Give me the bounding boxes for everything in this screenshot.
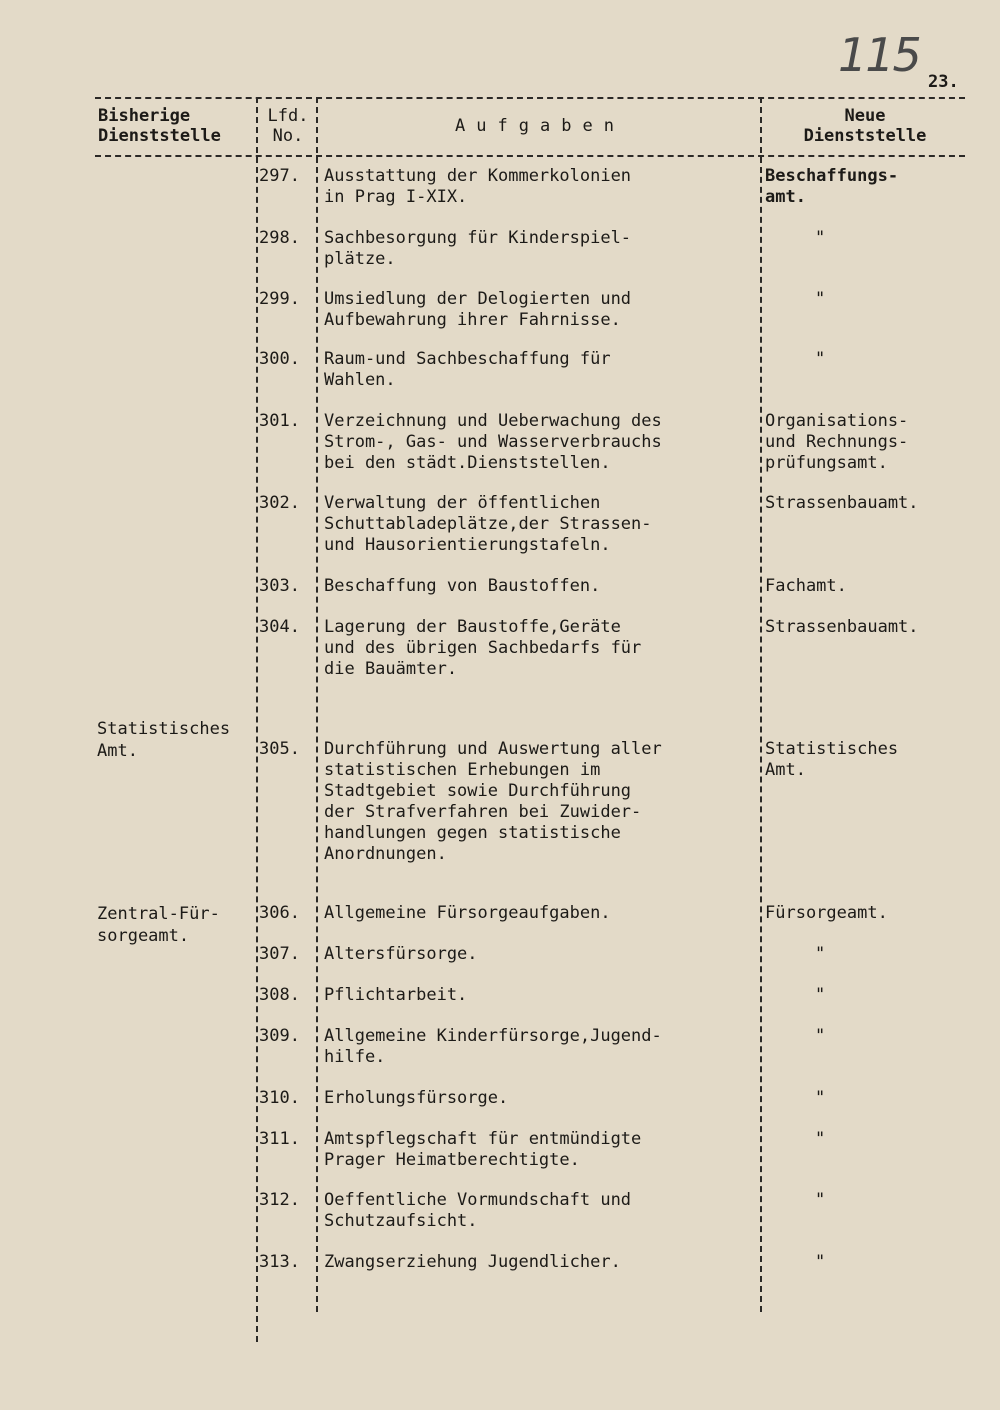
header-lfd-line1: Lfd. [267, 106, 309, 126]
header-lfd-line2: No. [272, 126, 304, 146]
row-number: 301. [259, 411, 300, 431]
row-number: 312. [259, 1190, 300, 1210]
row-number: 299. [259, 289, 300, 309]
row-task: Altersfürsorge. [324, 944, 478, 964]
row-task: Sachbesorgung für Kinderspiel- plätze. [324, 228, 632, 269]
row-number: 313. [259, 1252, 300, 1272]
row-task: Pflichtarbeit. [324, 985, 468, 1005]
row-old-office: Statistisches Amt. [97, 719, 231, 761]
row-new-office: " [815, 1129, 826, 1149]
row-new-office: Fachamt. [765, 576, 847, 596]
column-divider-task [760, 97, 762, 1312]
header-new-office-line2: Dienststelle [803, 126, 927, 146]
row-task: Durchführung und Auswertung aller statistischen Erhebungen im Stadtgebiet sowie Durchführung der Strafverfahren bei Zuwider- handlungen gegen statistische Anordnungen. [324, 739, 662, 864]
row-task: Allgemeine Kinderfürsorge,Jugend- hilfe. [324, 1026, 662, 1067]
row-number: 297. [259, 166, 300, 186]
header-new-office-line1: Neue [844, 106, 886, 126]
row-task: Umsiedlung der Delogierten und Aufbewahrung ihrer Fahrnisse. [324, 289, 632, 330]
row-new-office: " [815, 1026, 826, 1046]
header-bottom-rule [95, 155, 965, 157]
row-number: 304. [259, 617, 300, 637]
header-old-office [98, 106, 221, 146]
column-divider-no [316, 97, 318, 1312]
row-task: Amtspflegschaft für entmündigte Prager Heimatberechtigte. [324, 1129, 642, 1170]
row-number: 308. [259, 985, 300, 1005]
row-task: Verzeichnung und Ueberwachung des Strom-, Gas- und Wasserverbrauchs bei den städt.Dienststellen. [324, 411, 662, 473]
row-new-office: Statistisches Amt. [765, 739, 899, 780]
row-task: Raum-und Sachbeschaffung für Wahlen. [324, 349, 611, 390]
row-number: 300. [259, 349, 300, 369]
row-task: Ausstattung der Kommerkolonien in Prag I-XIX. [324, 166, 632, 207]
table-top-rule [95, 97, 965, 99]
row-old-office: Zentral-Für- sorgeamt. [97, 904, 220, 946]
header-new-office [765, 106, 965, 146]
row-task: Beschaffung von Baustoffen. [324, 576, 601, 596]
row-task: Verwaltung der öffentlichen Schuttabladeplätze,der Strassen- und Hausorientierungstafeln. [324, 493, 652, 555]
row-number: 307. [259, 944, 300, 964]
row-task: Erholungsfürsorge. [324, 1088, 509, 1108]
row-new-office: " [815, 1190, 826, 1210]
header-lfd-no [264, 106, 312, 146]
handwritten-folio: 115 [838, 28, 920, 82]
row-new-office: " [815, 289, 826, 309]
row-task: Lagerung der Baustoffe,Geräte und des übrigen Sachbedarfs für die Bauämter. [324, 617, 642, 679]
row-new-office: Beschaffungs- amt. [765, 166, 899, 207]
row-new-office: " [815, 228, 826, 248]
row-new-office: Strassenbauamt. [765, 493, 919, 513]
row-number: 311. [259, 1129, 300, 1149]
page-number: 23. [928, 72, 959, 92]
header-old-office-line2: Dienststelle [98, 126, 221, 146]
row-number: 309. [259, 1026, 300, 1046]
row-new-office: " [815, 985, 826, 1005]
row-new-office: Organisations- und Rechnungs- prüfungsamt. [765, 411, 909, 473]
row-number: 306. [259, 903, 300, 923]
column-divider-old [256, 97, 258, 1342]
row-task: Zwangserziehung Jugendlicher. [324, 1252, 621, 1272]
row-new-office: Fürsorgeamt. [765, 903, 888, 923]
header-old-office-line1: Bisherige [98, 106, 191, 126]
row-number: 305. [259, 739, 300, 759]
row-number: 310. [259, 1088, 300, 1108]
header-tasks: Aufgaben [455, 116, 625, 136]
row-new-office: " [815, 944, 826, 964]
row-number: 298. [259, 228, 300, 248]
row-new-office: " [815, 1088, 826, 1108]
row-number: 302. [259, 493, 300, 513]
row-new-office: " [815, 349, 826, 369]
row-number: 303. [259, 576, 300, 596]
row-task: Allgemeine Fürsorgeaufgaben. [324, 903, 611, 923]
row-new-office: Strassenbauamt. [765, 617, 919, 637]
row-task: Oeffentliche Vormundschaft und Schutzaufsicht. [324, 1190, 632, 1231]
row-new-office: " [815, 1252, 826, 1272]
